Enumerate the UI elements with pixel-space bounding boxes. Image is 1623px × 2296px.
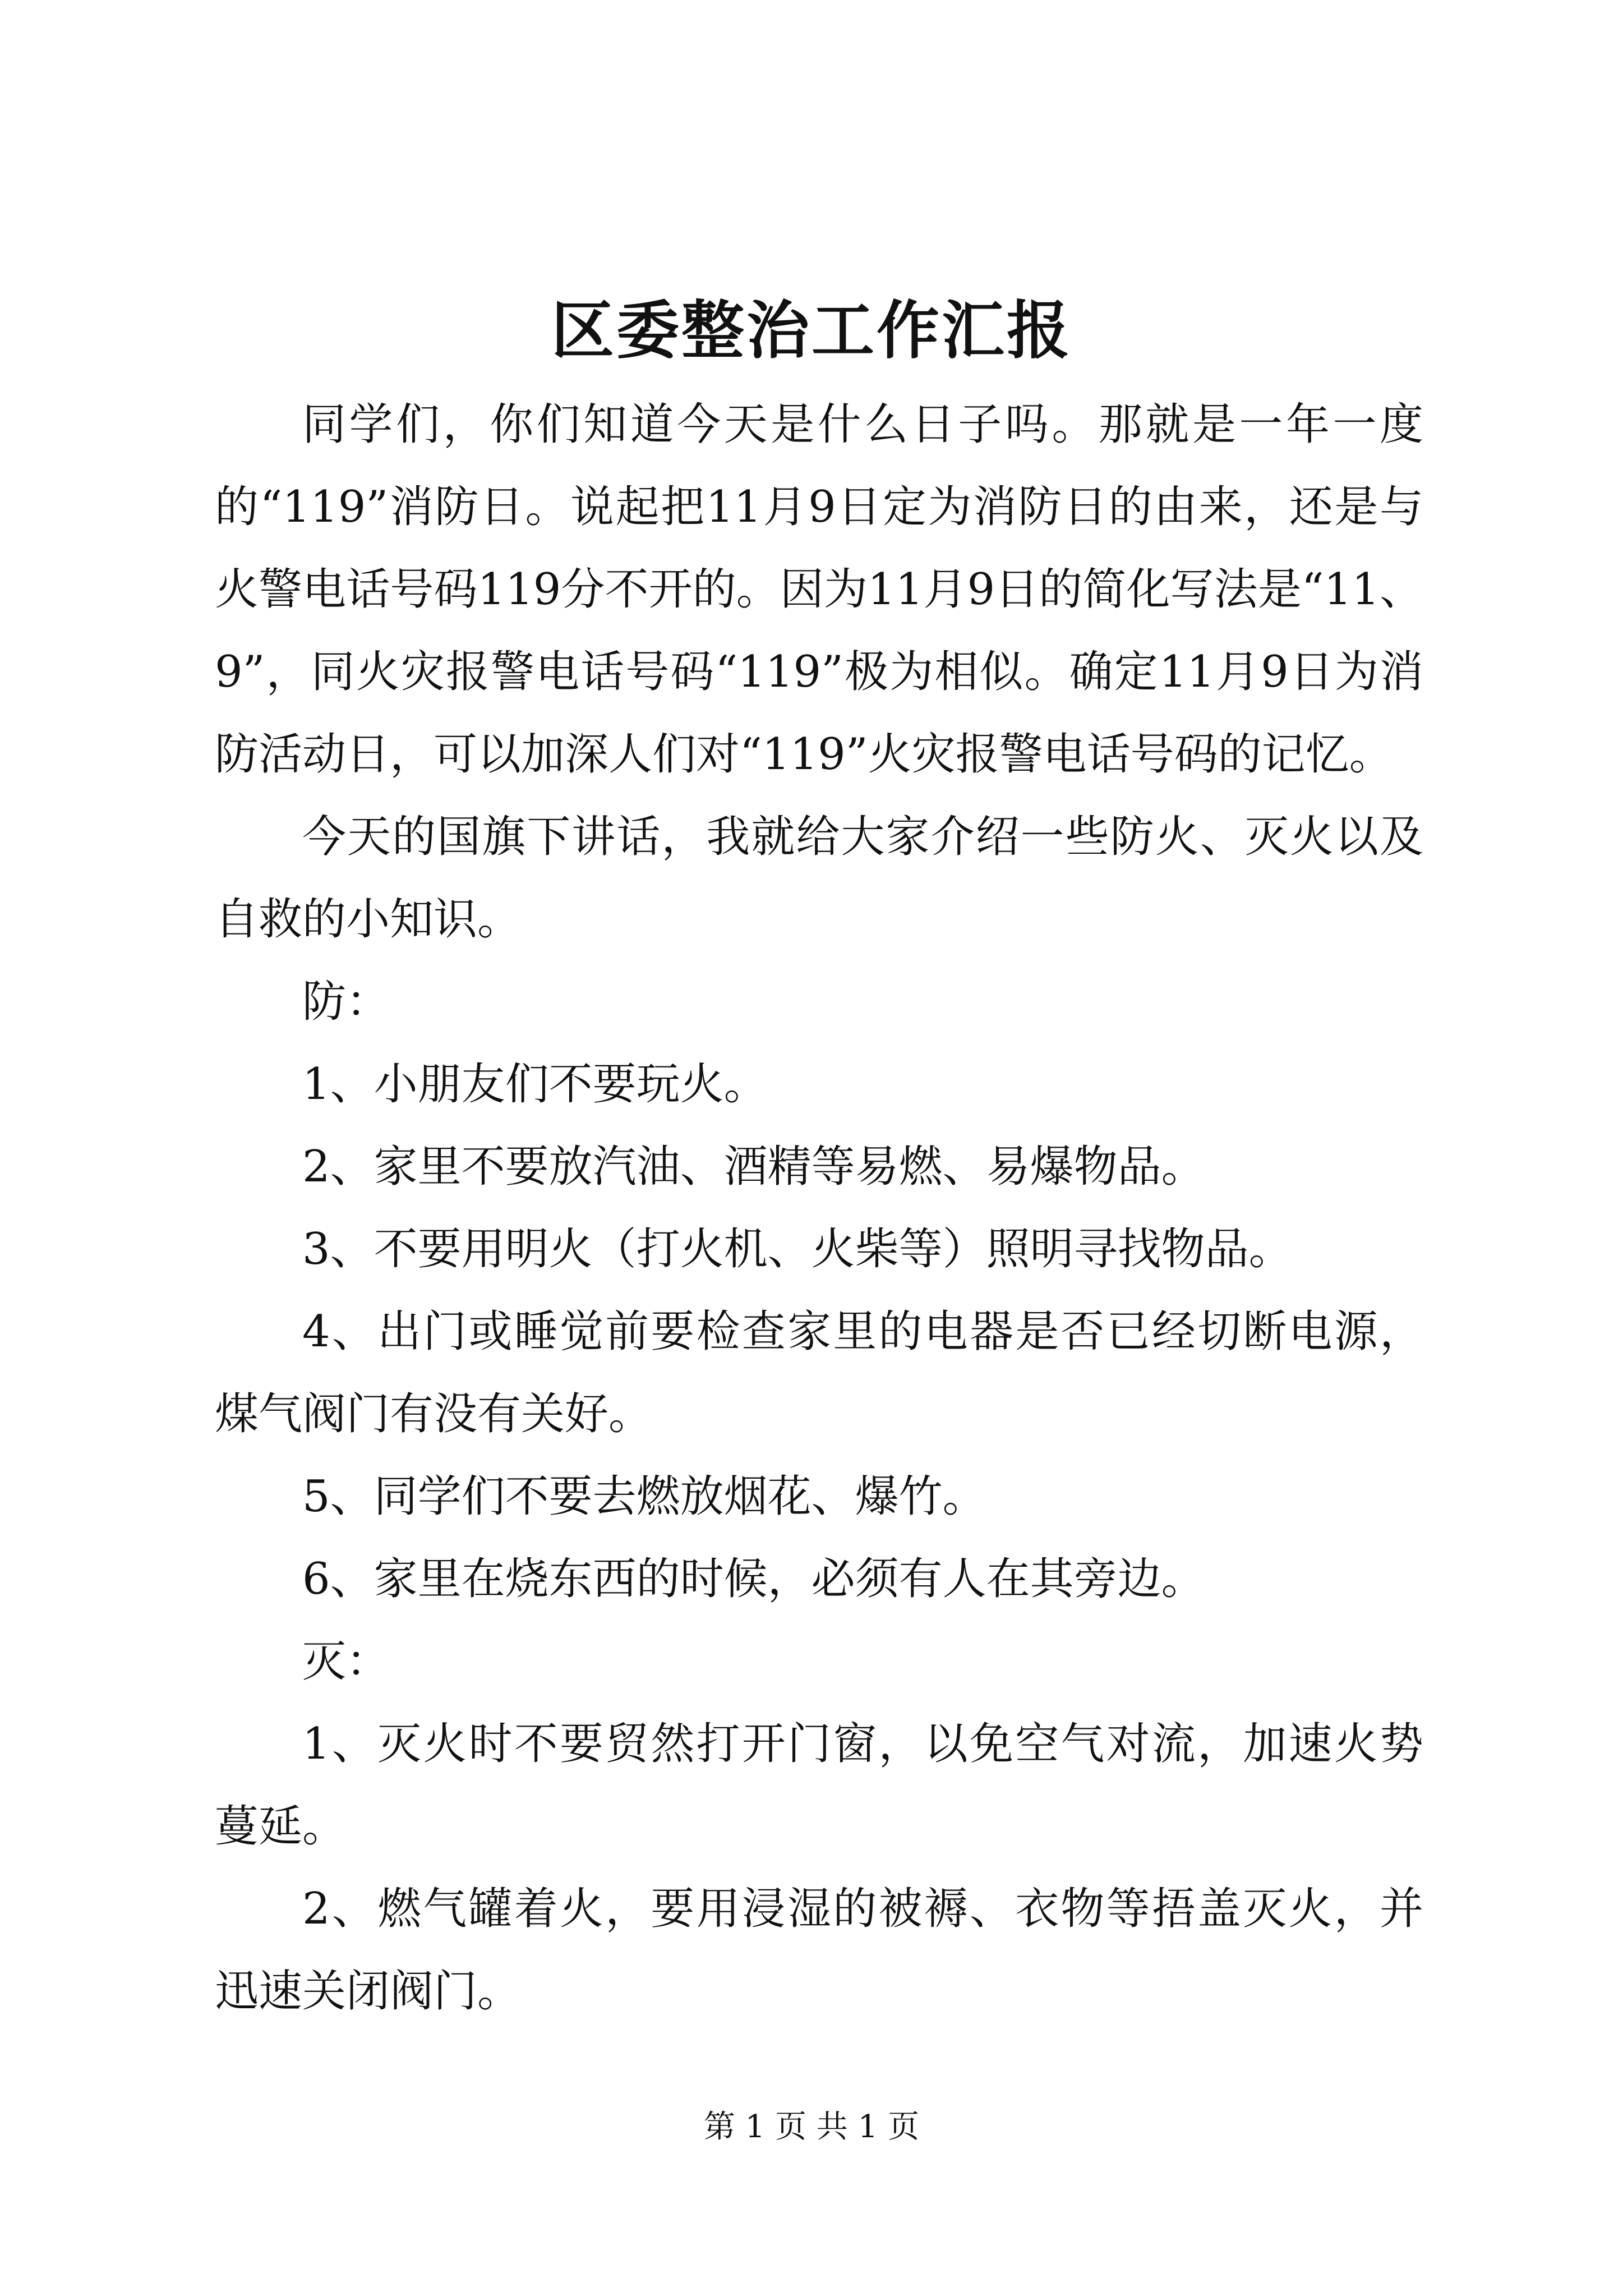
list-item: 4、出门或睡觉前要检查家里的电器是否已经切断电源，煤气阀门有没有关好。 (215, 1306, 1423, 1439)
list-item: 6、家里在烧东西的时候，必须有人在其旁边。 (302, 1554, 1205, 1604)
list-item: 1、灭火时不要贸然打开门窗，以免空气对流，加速火势蔓延。 (215, 1719, 1423, 1852)
body-paragraph: 同学们，你们知道今天是什么日子吗。那就是一年一度的“119”消防日。说起把11月9日定为消防日的由来，还是与火警电话号码119分不开的。因为11月9日的简化写法是“11、9”，同火灾报警电话号码“119”极为相似。确定11月9日为消防活动日，可以加深人们对“119”火灾报警电话号码的记忆。 (215, 399, 1423, 780)
page-footer: 第 1 页 共 1 页 (703, 2109, 920, 2145)
document-body (215, 384, 1423, 2033)
list-item: 2、燃气罐着火，要用浸湿的被褥、衣物等捂盖灭火，并迅速关闭阀门。 (215, 1884, 1423, 2017)
body-paragraph: 今天的国旗下讲话，我就给大家介绍一些防火、灭火以及自救的小知识。 (215, 812, 1423, 945)
list-item: 2、家里不要放汽油、酒精等易燃、易爆物品。 (302, 1142, 1205, 1192)
list-item: 1、小朋友们不要玩火。 (302, 1059, 768, 1110)
section-heading-prevent: 防： (302, 977, 390, 1027)
section-heading-extinguish: 灭： (302, 1636, 390, 1687)
list-item: 3、不要用明火（打火机、火柴等）照明寻找物品。 (302, 1224, 1293, 1274)
document-title: 区委整治工作汇报 (551, 294, 1072, 367)
list-item: 5、同学们不要去燃放烟花、爆竹。 (302, 1471, 986, 1522)
